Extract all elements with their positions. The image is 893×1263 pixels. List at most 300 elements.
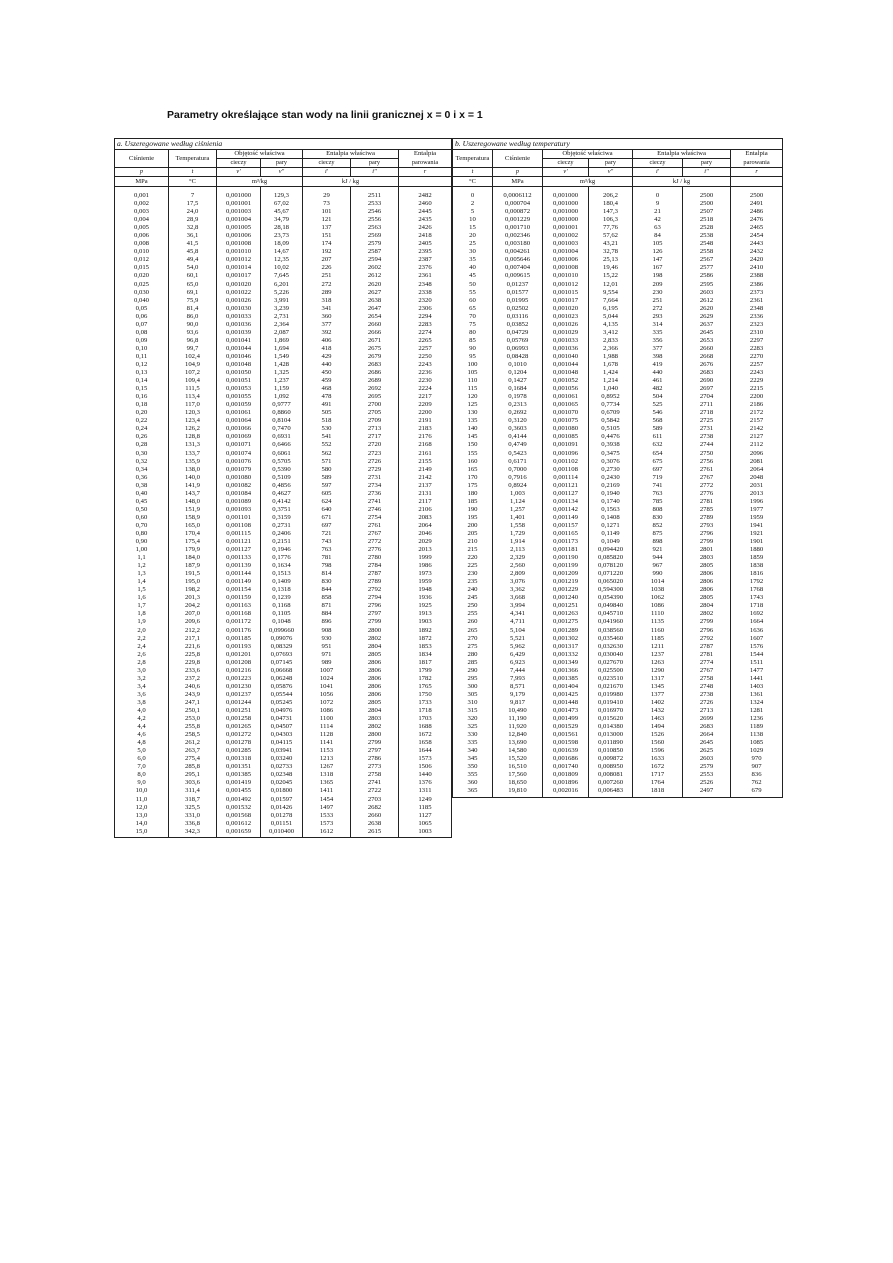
table-row — [115, 796, 452, 804]
cell-enthalpy-liquid: 377 — [633, 345, 683, 353]
cell-volume-liquid: 0,001149 — [217, 578, 261, 586]
cell-enthalpy-vapour: 2731 — [351, 474, 399, 482]
cell-enthalpy-vapour: 2781 — [683, 651, 731, 659]
cell-volume-vapour: 0,07693 — [261, 651, 303, 659]
cell-enthalpy-vapour: 2689 — [351, 377, 399, 385]
table-row — [115, 216, 452, 224]
unit: kJ / kg — [303, 177, 399, 187]
cell-volume-vapour: 0,1271 — [589, 522, 633, 530]
symbol: i' — [633, 168, 683, 177]
cell-enthalpy-liquid: 440 — [303, 361, 351, 369]
cell-enthalpy-vapour: 2526 — [683, 779, 731, 787]
cell-volume-liquid: 0,001404 — [543, 683, 589, 691]
cell-enthalpy-liquid: 640 — [303, 506, 351, 514]
table-row — [115, 667, 452, 675]
cell-enthalpy-liquid: 1014 — [633, 578, 683, 586]
cell-enthalpy-liquid: 1211 — [633, 643, 683, 651]
cell-temperature: 140 — [453, 425, 493, 433]
cell-enthalpy-vapour: 2637 — [683, 321, 731, 329]
cell-enthalpy-liquid: 230 — [633, 289, 683, 297]
cell-evaporation-enthalpy: 1138 — [731, 731, 783, 739]
table-row — [115, 240, 452, 248]
cell-temperature: 215 — [453, 546, 493, 554]
cell-volume-liquid: 0,001080 — [543, 425, 589, 433]
table-body — [453, 187, 783, 798]
cell-pressure: 0,70 — [115, 522, 169, 530]
cell-pressure: 0,14 — [115, 377, 169, 385]
cell-pressure: 13,690 — [493, 739, 543, 747]
cell-enthalpy-vapour: 2497 — [683, 787, 731, 795]
cell-volume-liquid: 0,001101 — [217, 514, 261, 522]
table-row — [115, 546, 452, 554]
cell-enthalpy-vapour: 2671 — [351, 337, 399, 345]
cell-volume-vapour: 0,035460 — [589, 635, 633, 643]
cell-enthalpy-liquid: 1533 — [303, 812, 351, 820]
cell-evaporation-enthalpy: 2395 — [399, 248, 452, 256]
cell-temperature: 41,5 — [169, 240, 217, 248]
cell-enthalpy-vapour: 2629 — [683, 313, 731, 321]
cell-temperature: 340 — [453, 747, 493, 755]
cell-volume-vapour: 0,065020 — [589, 578, 633, 586]
header-pressure: Ciśnienie — [115, 150, 169, 168]
cell-temperature: 2 — [453, 200, 493, 208]
cell-enthalpy-liquid: 1818 — [633, 787, 683, 795]
cell-temperature: 187,9 — [169, 562, 217, 570]
cell-enthalpy-vapour: 2725 — [683, 417, 731, 425]
cell-enthalpy-vapour: 2799 — [351, 618, 399, 626]
cell-evaporation-enthalpy: 2297 — [731, 337, 783, 345]
table-row — [115, 627, 452, 635]
cell-temperature: 70 — [453, 313, 493, 321]
table-row — [115, 409, 452, 417]
cell-pressure: 0,05 — [115, 305, 169, 313]
header-evaporation-enthalpy: Entalpia — [731, 150, 783, 159]
table-row — [453, 562, 783, 570]
cell-pressure: 1,5 — [115, 586, 169, 594]
cell-evaporation-enthalpy: 2048 — [731, 474, 783, 482]
cell-evaporation-enthalpy: 1718 — [731, 602, 783, 610]
cell-enthalpy-liquid: 1365 — [303, 779, 351, 787]
cell-temperature: 45,8 — [169, 248, 217, 256]
cell-volume-liquid: 0,001003 — [217, 208, 261, 216]
cell-volume-liquid: 0,001139 — [217, 562, 261, 570]
cell-volume-vapour: 0,1239 — [261, 594, 303, 602]
cell-volume-vapour: 0,032630 — [589, 643, 633, 651]
table-row — [453, 192, 783, 200]
table-row — [453, 763, 783, 771]
cell-volume-vapour: 0,6709 — [589, 409, 633, 417]
cell-enthalpy-liquid: 896 — [303, 618, 351, 626]
table-row — [115, 747, 452, 755]
cell-enthalpy-vapour: 2683 — [683, 723, 731, 731]
cell-volume-liquid: 0,001074 — [217, 450, 261, 458]
cell-enthalpy-liquid: 1411 — [303, 787, 351, 795]
cell-pressure: 0,020 — [115, 272, 169, 280]
cell-temperature: 270 — [453, 635, 493, 643]
cell-volume-vapour: 0,1318 — [261, 586, 303, 594]
cell-volume-liquid: 0,001278 — [217, 739, 261, 747]
cell-enthalpy-liquid: 1086 — [633, 602, 683, 610]
cell-volume-vapour: 0,008081 — [589, 771, 633, 779]
cell-enthalpy-vapour: 2741 — [351, 779, 399, 787]
cell-pressure: 0,3120 — [493, 417, 543, 425]
cell-volume-liquid: 0,001176 — [217, 627, 261, 635]
cell-pressure: 8,0 — [115, 771, 169, 779]
table-caption: b. Uszeregowane według temperatury — [453, 139, 783, 150]
table-row — [453, 667, 783, 675]
cell-evaporation-enthalpy: 1718 — [399, 707, 452, 715]
table-row — [115, 393, 452, 401]
cell-evaporation-enthalpy: 1913 — [399, 610, 452, 618]
cell-enthalpy-vapour: 2794 — [351, 594, 399, 602]
table-row — [453, 409, 783, 417]
table-row — [115, 715, 452, 723]
cell-volume-vapour: 0,05544 — [261, 691, 303, 699]
cell-volume-liquid: 0,001108 — [543, 466, 589, 474]
cell-volume-vapour: 0,02733 — [261, 763, 303, 771]
cell-volume-vapour: 3,412 — [589, 329, 633, 337]
cell-volume-liquid: 0,001127 — [543, 490, 589, 498]
table-row — [453, 369, 783, 377]
table-row — [115, 401, 452, 409]
cell-evaporation-enthalpy: 2486 — [731, 208, 783, 216]
cell-volume-liquid: 0,001532 — [217, 804, 261, 812]
cell-temperature: 225 — [453, 562, 493, 570]
cell-pressure: 0,001 — [115, 192, 169, 200]
symbol: r — [731, 168, 783, 177]
cell-enthalpy-vapour: 2796 — [683, 530, 731, 538]
cell-enthalpy-liquid: 763 — [633, 490, 683, 498]
cell-evaporation-enthalpy: 2432 — [731, 248, 783, 256]
cell-enthalpy-vapour: 2647 — [351, 305, 399, 313]
cell-enthalpy-vapour: 2711 — [683, 401, 731, 409]
table-row — [453, 329, 783, 337]
cell-enthalpy-vapour: 2767 — [351, 530, 399, 538]
cell-volume-liquid: 0,001492 — [217, 796, 261, 804]
cell-evaporation-enthalpy: 2454 — [731, 232, 783, 240]
cell-temperature: 345 — [453, 755, 493, 763]
cell-pressure: 0,36 — [115, 474, 169, 482]
cell-evaporation-enthalpy: 2386 — [731, 281, 783, 289]
cell-pressure: 1,257 — [493, 506, 543, 514]
cell-volume-vapour: 0,8952 — [589, 393, 633, 401]
cell-enthalpy-vapour: 2602 — [351, 264, 399, 272]
cell-volume-vapour: 0,010850 — [589, 747, 633, 755]
cell-volume-vapour: 0,2406 — [261, 530, 303, 538]
cell-evaporation-enthalpy: 679 — [731, 787, 783, 795]
cell-temperature: 35 — [453, 256, 493, 264]
cell-pressure: 0,002 — [115, 200, 169, 208]
cell-volume-vapour: 0,041960 — [589, 618, 633, 626]
cell-temperature: 170,4 — [169, 530, 217, 538]
cell-temperature: 123,4 — [169, 417, 217, 425]
cell-volume-liquid: 0,001159 — [217, 594, 261, 602]
cell-volume-vapour: 0,07145 — [261, 659, 303, 667]
cell-volume-liquid: 0,001144 — [217, 570, 261, 578]
cell-evaporation-enthalpy: 2373 — [731, 289, 783, 297]
cell-evaporation-enthalpy: 1973 — [399, 570, 452, 578]
cell-enthalpy-vapour: 2577 — [683, 264, 731, 272]
cell-evaporation-enthalpy: 1236 — [731, 715, 783, 723]
cell-temperature: 180 — [453, 490, 493, 498]
cell-temperature: 131,3 — [169, 441, 217, 449]
header-temperature: Temperatura — [169, 150, 217, 168]
cell-evaporation-enthalpy: 2127 — [731, 433, 783, 441]
symbol: p — [493, 168, 543, 177]
cell-volume-liquid: 0,001091 — [543, 441, 589, 449]
cell-enthalpy-vapour: 2569 — [351, 232, 399, 240]
cell-volume-vapour: 5,226 — [261, 289, 303, 297]
cell-volume-liquid: 0,001157 — [543, 522, 589, 530]
cell-pressure: 0,8924 — [493, 482, 543, 490]
cell-enthalpy-vapour: 2653 — [683, 337, 731, 345]
cell-enthalpy-liquid: 1007 — [303, 667, 351, 675]
cell-enthalpy-vapour: 2500 — [683, 200, 731, 208]
cell-pressure: 0,10 — [115, 345, 169, 353]
cell-temperature: 15 — [453, 224, 493, 232]
cell-temperature: 230 — [453, 570, 493, 578]
cell-enthalpy-liquid: 419 — [633, 361, 683, 369]
cell-temperature: 86,0 — [169, 313, 217, 321]
table-row — [453, 297, 783, 305]
cell-temperature: 217,1 — [169, 635, 217, 643]
cell-volume-vapour: 0,01278 — [261, 812, 303, 820]
cell-volume-liquid: 0,001208 — [217, 659, 261, 667]
table-row — [453, 554, 783, 562]
cell-volume-vapour: 0,021670 — [589, 683, 633, 691]
cell-enthalpy-vapour: 2563 — [351, 224, 399, 232]
cell-volume-liquid: 0,001079 — [217, 466, 261, 474]
cell-volume-vapour: 45,67 — [261, 208, 303, 216]
cell-volume-liquid: 0,001029 — [543, 329, 589, 337]
table-row — [453, 635, 783, 643]
table-row — [453, 498, 783, 506]
cell-pressure: 0,20 — [115, 409, 169, 417]
cell-enthalpy-liquid: 741 — [633, 482, 683, 490]
cell-evaporation-enthalpy: 2106 — [399, 506, 452, 514]
cell-evaporation-enthalpy: 907 — [731, 763, 783, 771]
cell-volume-liquid: 0,001085 — [543, 433, 589, 441]
cell-enthalpy-liquid: 1024 — [303, 675, 351, 683]
cell-enthalpy-liquid: 675 — [633, 458, 683, 466]
cell-pressure: 7,444 — [493, 667, 543, 675]
cell-pressure: 4,2 — [115, 715, 169, 723]
cell-evaporation-enthalpy: 2294 — [399, 313, 452, 321]
cell-volume-vapour: 0,019410 — [589, 699, 633, 707]
cell-pressure: 0,005 — [115, 224, 169, 232]
table-row — [115, 433, 452, 441]
cell-volume-vapour: 0,7470 — [261, 425, 303, 433]
cell-temperature: 32,8 — [169, 224, 217, 232]
cell-temperature: 143,7 — [169, 490, 217, 498]
cell-volume-vapour: 0,04507 — [261, 723, 303, 731]
cell-volume-vapour: 1,988 — [589, 353, 633, 361]
cell-enthalpy-liquid: 251 — [303, 272, 351, 280]
cell-temperature: 198,2 — [169, 586, 217, 594]
table-row — [115, 353, 452, 361]
cell-volume-vapour: 10,02 — [261, 264, 303, 272]
cell-enthalpy-liquid: 654 — [633, 450, 683, 458]
cell-volume-liquid: 0,001561 — [543, 731, 589, 739]
cell-enthalpy-vapour: 2797 — [351, 610, 399, 618]
cell-volume-vapour: 0,1946 — [261, 546, 303, 554]
cell-volume-liquid: 0,001809 — [543, 771, 589, 779]
cell-pressure: 2,113 — [493, 546, 543, 554]
cell-temperature: 109,4 — [169, 377, 217, 385]
cell-enthalpy-vapour: 2806 — [683, 586, 731, 594]
cell-enthalpy-vapour: 2683 — [683, 369, 731, 377]
cell-enthalpy-vapour: 2713 — [351, 425, 399, 433]
cell-volume-liquid: 0,001216 — [217, 667, 261, 675]
cell-pressure: 5,521 — [493, 635, 543, 643]
cell-volume-liquid: 0,001082 — [217, 482, 261, 490]
cell-evaporation-enthalpy: 2191 — [399, 417, 452, 425]
cell-evaporation-enthalpy: 2155 — [399, 458, 452, 466]
cell-enthalpy-vapour: 2744 — [683, 441, 731, 449]
table-row — [453, 417, 783, 425]
table-row — [115, 490, 452, 498]
cell-pressure: 0,010 — [115, 248, 169, 256]
cell-enthalpy-liquid: 580 — [303, 466, 351, 474]
cell-evaporation-enthalpy: 1999 — [399, 554, 452, 562]
cell-enthalpy-vapour: 2754 — [351, 514, 399, 522]
table-row — [453, 699, 783, 707]
cell-enthalpy-vapour: 2704 — [683, 393, 731, 401]
cell-temperature: 263,7 — [169, 747, 217, 755]
cell-enthalpy-liquid: 314 — [633, 321, 683, 329]
cell-pressure: 11,920 — [493, 723, 543, 731]
header-vapour: pary — [589, 159, 633, 168]
cell-volume-vapour: 0,099660 — [261, 627, 303, 635]
cell-volume-liquid: 0,001740 — [543, 763, 589, 771]
cell-temperature: 220 — [453, 554, 493, 562]
cell-pressure: 1,1 — [115, 554, 169, 562]
cell-pressure: 3,2 — [115, 675, 169, 683]
cell-evaporation-enthalpy: 1872 — [399, 635, 452, 643]
cell-temperature: 355 — [453, 771, 493, 779]
cell-enthalpy-liquid: 719 — [633, 474, 683, 482]
cell-evaporation-enthalpy: 1986 — [399, 562, 452, 570]
cell-enthalpy-vapour: 2660 — [351, 321, 399, 329]
cell-volume-liquid: 0,001121 — [543, 482, 589, 490]
cell-volume-vapour: 0,3751 — [261, 506, 303, 514]
cell-volume-vapour: 3,991 — [261, 297, 303, 305]
cell-pressure: 2,329 — [493, 554, 543, 562]
table-row — [115, 441, 452, 449]
cell-enthalpy-liquid: 450 — [303, 369, 351, 377]
cell-enthalpy-liquid: 1612 — [303, 828, 351, 836]
cell-volume-vapour: 0,1740 — [589, 498, 633, 506]
cell-temperature: 165 — [453, 466, 493, 474]
table-row — [453, 393, 783, 401]
unit: MPa — [493, 177, 543, 187]
cell-enthalpy-liquid: 589 — [633, 425, 683, 433]
symbol: t — [453, 168, 493, 177]
cell-pressure: 6,429 — [493, 651, 543, 659]
cell-pressure: 0,1427 — [493, 377, 543, 385]
cell-enthalpy-liquid: 1432 — [633, 707, 683, 715]
cell-evaporation-enthalpy: 2257 — [731, 361, 783, 369]
cell-temperature: 165,0 — [169, 522, 217, 530]
cell-enthalpy-vapour: 2709 — [351, 417, 399, 425]
table-row — [115, 675, 452, 683]
cell-evaporation-enthalpy: 2376 — [399, 264, 452, 272]
cell-volume-vapour: 0,01151 — [261, 820, 303, 828]
cell-enthalpy-liquid: 9 — [633, 200, 683, 208]
cell-volume-vapour: 34,79 — [261, 216, 303, 224]
cell-volume-liquid: 0,001076 — [217, 458, 261, 466]
cell-enthalpy-vapour: 2780 — [351, 554, 399, 562]
cell-volume-vapour: 1,040 — [589, 385, 633, 393]
cell-volume-vapour: 0,094420 — [589, 546, 633, 554]
cell-evaporation-enthalpy: 2064 — [399, 522, 452, 530]
cell-evaporation-enthalpy: 2046 — [399, 530, 452, 538]
cell-enthalpy-liquid: 73 — [303, 200, 351, 208]
cell-volume-vapour: 1,678 — [589, 361, 633, 369]
cell-volume-vapour: 0,06248 — [261, 675, 303, 683]
cell-volume-liquid: 0,001075 — [543, 417, 589, 425]
cell-evaporation-enthalpy: 1281 — [731, 707, 783, 715]
cell-enthalpy-liquid: 1237 — [633, 651, 683, 659]
cell-evaporation-enthalpy: 1658 — [399, 739, 452, 747]
cell-volume-vapour: 1,869 — [261, 337, 303, 345]
cell-enthalpy-vapour: 2595 — [683, 281, 731, 289]
cell-volume-liquid: 0,001219 — [543, 578, 589, 586]
cell-pressure: 0,06993 — [493, 345, 543, 353]
cell-volume-liquid: 0,001149 — [543, 514, 589, 522]
cell-volume-vapour: 0,016970 — [589, 707, 633, 715]
cell-evaporation-enthalpy: 1959 — [731, 514, 783, 522]
cell-volume-vapour: 4,135 — [589, 321, 633, 329]
cell-temperature: 325 — [453, 723, 493, 731]
cell-pressure: 0,015 — [115, 264, 169, 272]
cell-pressure: 2,4 — [115, 643, 169, 651]
cell-pressure: 18,650 — [493, 779, 543, 787]
cell-temperature: 135,9 — [169, 458, 217, 466]
cell-temperature: 260 — [453, 618, 493, 626]
cell-temperature: 325,5 — [169, 804, 217, 812]
cell-pressure: 0,60 — [115, 514, 169, 522]
cell-enthalpy-liquid: 1290 — [633, 667, 683, 675]
cell-evaporation-enthalpy: 2176 — [399, 433, 452, 441]
cell-enthalpy-liquid: 1318 — [303, 771, 351, 779]
cell-volume-liquid: 0,001052 — [543, 377, 589, 385]
cell-volume-liquid: 0,001529 — [543, 723, 589, 731]
header-liquid: cieczy — [303, 159, 351, 168]
cell-volume-liquid: 0,001064 — [217, 417, 261, 425]
cell-volume-vapour: 0,03240 — [261, 755, 303, 763]
cell-pressure: 0,05769 — [493, 337, 543, 345]
table-row — [453, 586, 783, 594]
cell-volume-vapour: 19,46 — [589, 264, 633, 272]
header-vapour: pary — [683, 159, 731, 168]
cell-evaporation-enthalpy: 1607 — [731, 635, 783, 643]
cell-evaporation-enthalpy: 1636 — [731, 627, 783, 635]
cell-evaporation-enthalpy: 2096 — [731, 450, 783, 458]
table-row — [115, 683, 452, 691]
cell-volume-liquid: 0,001012 — [217, 256, 261, 264]
cell-volume-liquid: 0,001070 — [543, 409, 589, 417]
cell-enthalpy-liquid: 721 — [303, 530, 351, 538]
cell-temperature: 240,6 — [169, 683, 217, 691]
cell-volume-liquid: 0,001318 — [217, 755, 261, 763]
cell-evaporation-enthalpy: 2029 — [399, 538, 452, 546]
cell-temperature: 138,0 — [169, 466, 217, 474]
cell-volume-liquid: 0,001055 — [217, 393, 261, 401]
table-row — [115, 248, 452, 256]
cell-evaporation-enthalpy: 1506 — [399, 763, 452, 771]
cell-pressure: 5,0 — [115, 747, 169, 755]
